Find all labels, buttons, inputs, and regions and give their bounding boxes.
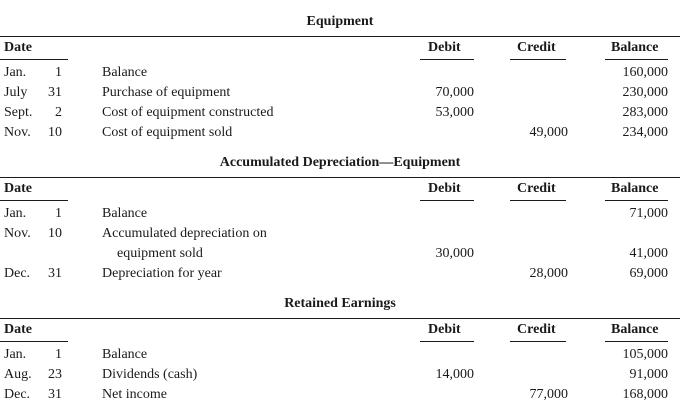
ledger-desc-cell: Purchase of equipment	[102, 85, 231, 100]
ledger-credit-cell: 28,000	[529, 266, 568, 281]
ledger-day-cell: 1	[55, 206, 62, 221]
column-header-underline	[605, 341, 668, 342]
ledger-day-cell: 31	[48, 266, 62, 281]
ledger-desc-cell: Cost of equipment sold	[102, 125, 233, 140]
ledger-month-cell: Dec.	[4, 266, 31, 281]
ledger-month-cell: Sept.	[4, 105, 33, 120]
ledger-month-cell: Jan.	[4, 65, 27, 80]
column-header-credit: Credit	[517, 322, 556, 337]
ledger-desc-cell: Accumulated depreciation on	[102, 226, 267, 241]
ledger-desc-cell: Balance	[102, 347, 148, 362]
column-header-date: Date	[4, 40, 32, 55]
column-header-balance: Balance	[611, 181, 659, 196]
ledger-desc-cell: Balance	[102, 206, 148, 221]
ledger-balance-cell: 41,000	[629, 246, 668, 261]
ledger-day-cell: 31	[48, 387, 62, 402]
column-header-balance: Balance	[611, 40, 659, 55]
ledger-balance-cell: 234,000	[622, 125, 668, 140]
column-header-underline	[0, 341, 68, 342]
ledger-day-cell: 1	[55, 65, 62, 80]
ledger-desc-cell: Balance	[102, 65, 148, 80]
column-header-credit: Credit	[517, 181, 556, 196]
column-header-balance: Balance	[611, 322, 659, 337]
ledger-day-cell: 23	[48, 367, 62, 382]
ledger-day-cell: 10	[48, 226, 62, 241]
ledger-debit-cell: 30,000	[435, 246, 474, 261]
ledger-month-cell: Nov.	[4, 226, 31, 241]
ledger-balance-cell: 71,000	[629, 206, 668, 221]
ledger-desc-cell: equipment sold	[117, 246, 203, 261]
ledger-debit-cell: 70,000	[435, 85, 474, 100]
column-header-underline	[510, 341, 566, 342]
ledger-title: Accumulated Depreciation—Equipment	[219, 155, 461, 170]
ledger-balance-cell: 283,000	[622, 105, 668, 120]
ledger-balance-cell: 105,000	[622, 347, 668, 362]
ledger-desc-cell: Dividends (cash)	[102, 367, 198, 382]
ledger-month-cell: Nov.	[4, 125, 31, 140]
column-header-date: Date	[4, 181, 32, 196]
ledger-day-cell: 1	[55, 347, 62, 362]
column-header-debit: Debit	[428, 322, 461, 337]
ledger-credit-cell: 77,000	[529, 387, 568, 402]
ledger-balance-cell: 230,000	[622, 85, 668, 100]
ledger-desc-cell: Net income	[102, 387, 167, 402]
column-header-underline	[420, 341, 474, 342]
ledger-month-cell: Dec.	[4, 387, 31, 402]
column-header-debit: Debit	[428, 181, 461, 196]
ledger-month-cell: Jan.	[4, 347, 27, 362]
ledger-balance-cell: 160,000	[622, 65, 668, 80]
column-header-debit: Debit	[428, 40, 461, 55]
ledger-balance-cell: 91,000	[629, 367, 668, 382]
ledger-day-cell: 10	[48, 125, 62, 140]
ledger-title: Equipment	[306, 14, 374, 29]
ledger-debit-cell: 14,000	[435, 367, 474, 382]
ledger-month-cell: Jan.	[4, 206, 27, 221]
ledger-day-cell: 31	[48, 85, 62, 100]
ledger-top-rule	[0, 318, 680, 319]
ledger-balance-cell: 168,000	[622, 387, 668, 402]
column-header-date: Date	[4, 322, 32, 337]
ledger-month-cell: Aug.	[4, 367, 32, 382]
ledger-title: Retained Earnings	[284, 296, 396, 311]
column-header-credit: Credit	[517, 40, 556, 55]
ledger-desc-cell: Depreciation for year	[102, 266, 222, 281]
ledger-credit-cell: 49,000	[529, 125, 568, 140]
ledger-day-cell: 2	[55, 105, 62, 120]
ledger-desc-cell: Cost of equipment constructed	[102, 105, 274, 120]
ledger-debit-cell: 53,000	[435, 105, 474, 120]
ledger-balance-cell: 69,000	[629, 266, 668, 281]
ledger-month-cell: July	[4, 85, 28, 100]
